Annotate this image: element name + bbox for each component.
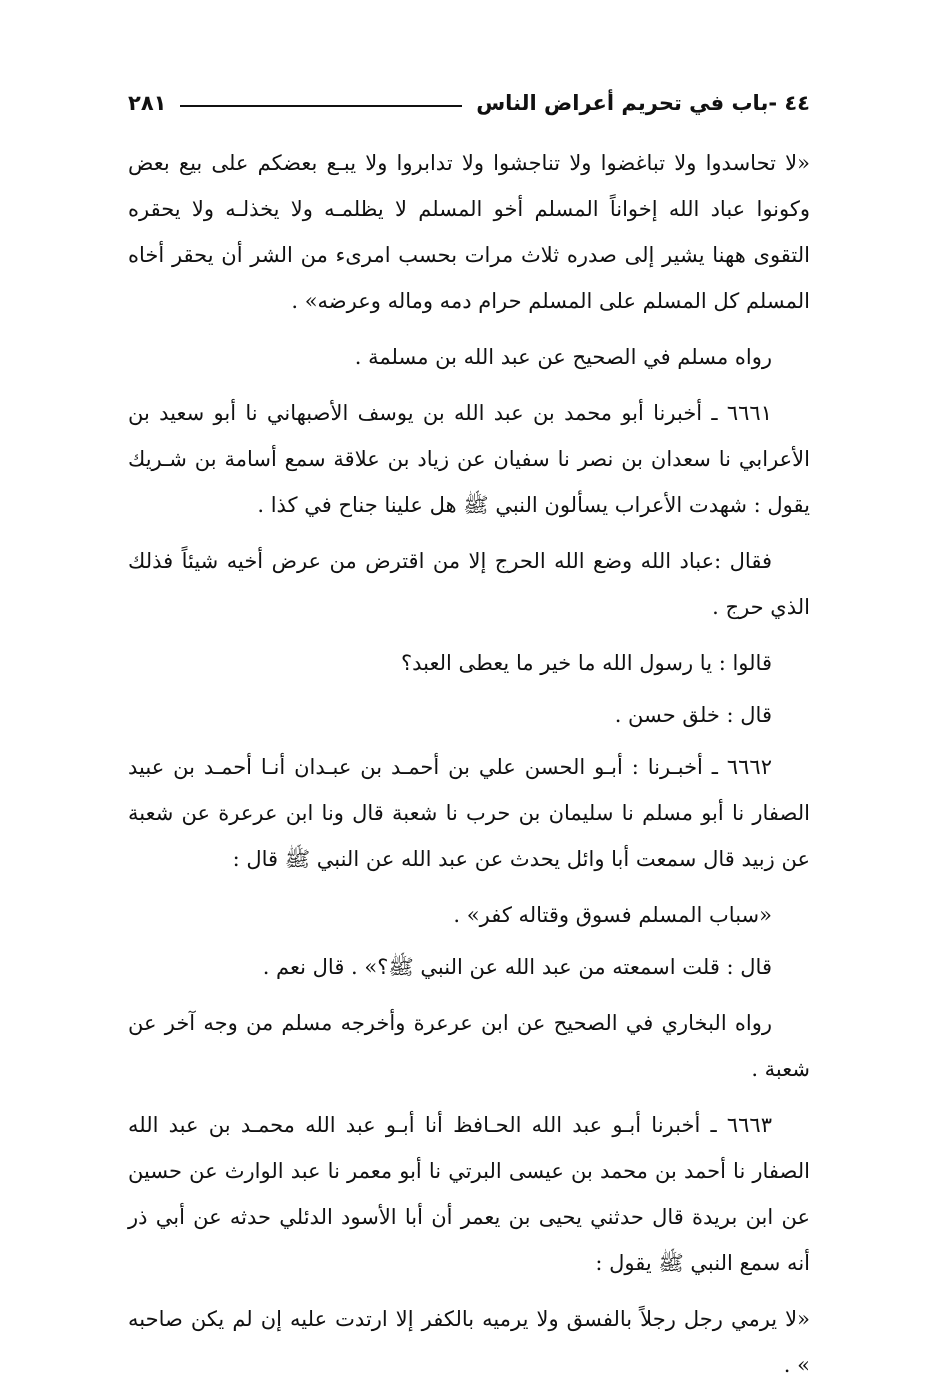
page-header [128,86,810,120]
hadith-text: «لا تحاسدوا ولا تباغضوا ولا تناجشوا ولا تدابروا ولا يبـع بعضكم على بيع بعض وكونوا عباد الله إخواناً المسلم أخو المسلم لا يظلمـه ولا يخذلـه ولا يحقره التقوى ههنا يشير إلى صدره ثلاث مرات بحسب امرىء من الشر أن يحقر أخاه المسلم كل المسلم على المسلم حرام دمه وماله وعرضه» . [128,151,810,313]
hadith-6663-text: «لا يرمي رجل رجلاً بالفسق ولا يرميه بالكفر إلا ارتدت عليه إن لم يكن صاحبه » . [128,1307,810,1377]
chapter-title: ٤٤ -باب في تحريم أعراض الناس [476,91,810,115]
page-body [128,140,810,1398]
hadith-6662-followup: قال : قلت اسمعته من عبد الله عن النبي ﷺ؟» . قال نعم . [262,955,772,979]
hadith-6661-isnad: ٦٦٦١ ـ أخبرنا أبو محمد بن عبد الله بن يوسف الأصبهاني نا أبو سعيد بن الأعرابي نا سعدان بن نصر نا سفيان عن زياد بن علاقة سمع أسامة بن شـريك يقول : شهدت الأعراب يسألون النبي ﷺ هل علينا جناح في كذا . [128,401,810,517]
hadith-6662-isnad: ٦٦٦٢ ـ أخبـرنا : أبـو الحسن علي بن أحمـد بن عبـدان أنـا أحمـد بن عبيد الصفار نا أبو مسلم نا سليمان بن حرب نا شعبة قال ونا ابن عرعرة عن شعبة عن زبيد قال سمعت أبا وائل يحدث عن عبد الله عن النبي ﷺ قال : [128,755,810,871]
page-number: ٢٨١ [128,91,167,115]
hadith-6663-isnad: ٦٦٦٣ ـ أخبرنا أبـو عبد الله الحـافظ أنا أبـو عبد الله محمـد بن عبد الله الصفار نا أحمد بن محمد بن عيسى البرتي نا أبو معمر نا عبد الوارث عن حسين عن ابن بريدة قال حدثني يحيى بن يعمر أن أبا الأسود الدئلي حدثه عن أبي ذر أنه سمع النبي ﷺ يقول : [128,1113,810,1275]
hadith-6661-question: قالوا : يا رسول الله ما خير ما يعطى العبد؟ [401,651,772,675]
header-rule [180,105,462,107]
hadith-6662-note: رواه البخاري في الصحيح عن ابن عرعرة وأخرجه مسلم من وجه آخر عن شعبة . [128,1011,810,1081]
hadith-6662-text: «سباب المسلم فسوق وقتاله كفر» . [453,903,772,927]
narration-note: رواه مسلم في الصحيح عن عبد الله بن مسلمة . [354,345,772,369]
hadith-6661-answer: قال : خلق حسن . [614,703,772,727]
hadith-6661-text: فقال :عباد الله وضع الله الحرج إلا من اقترض من عرض أخيه شيئاً فذلك الذي حرج . [128,549,810,619]
